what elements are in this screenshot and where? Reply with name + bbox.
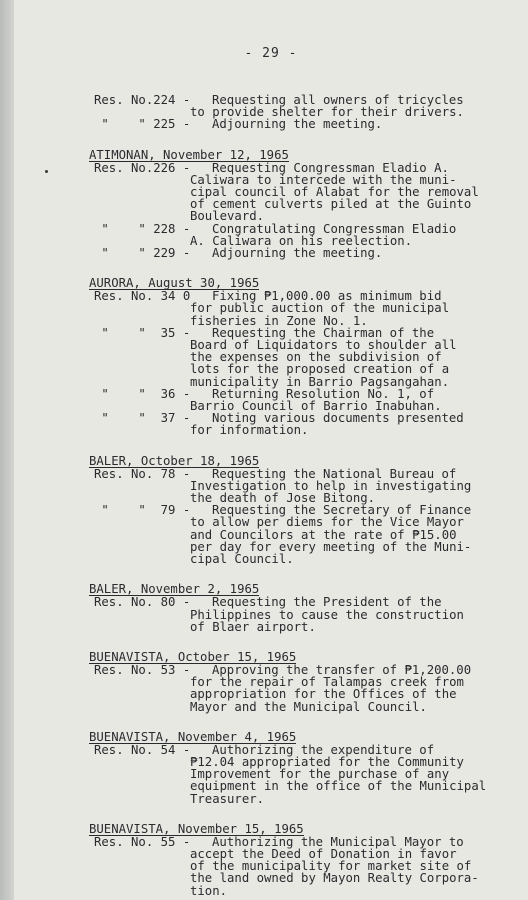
- resolution-number: Res. No.226 -: [94, 160, 191, 175]
- resolution-number: Res. No. 53 -: [94, 662, 191, 677]
- resolution-entry: [14, 836, 528, 897]
- resolution-entry: [14, 327, 528, 388]
- resolution-line: equipment in the office of the Municipal: [190, 779, 487, 794]
- resolution-entry: [14, 596, 528, 633]
- resolution-line: Caliwara to intercede with the muni-: [190, 172, 457, 187]
- resolution-line: appropriation for the Offices of the: [190, 687, 457, 702]
- resolution-line: A. Caliwara on his reelection.: [190, 233, 413, 248]
- resolution-line: Improvement for the purchase of any: [190, 767, 450, 782]
- section: [14, 633, 528, 713]
- resolution-line: Authorizing the Municipal Mayor to: [212, 834, 464, 849]
- resolution-text: [190, 412, 528, 436]
- resolution-line: Requesting the President of the: [212, 595, 442, 610]
- resolution-line: Approving the transfer of ₱1,200.00: [212, 662, 472, 677]
- section-heading: BUENAVISTA, October 15, 1965: [89, 649, 297, 664]
- resolution-line: the land owned by Mayon Realty Corpora-: [190, 871, 479, 886]
- resolution-line: Boulevard.: [190, 209, 265, 224]
- resolution-line: Mayor and the Municipal Council.: [190, 699, 427, 714]
- resolution-line: Requesting Congressman Eladio A.: [212, 160, 449, 175]
- resolution-line: for information.: [190, 423, 309, 438]
- resolution-text: [190, 94, 528, 118]
- resolution-line: of Blaer airport.: [190, 619, 316, 634]
- resolution-line: lots for the proposed creation of a: [190, 362, 450, 377]
- resolution-line: Treasurer.: [190, 791, 265, 806]
- resolution-text: [190, 468, 528, 505]
- page-number: - 29 -: [244, 46, 298, 61]
- document-page: [14, 0, 528, 900]
- section-heading: AURORA, August 30, 1965: [89, 276, 260, 291]
- resolution-line: Barrio Council of Barrio Inabuhan.: [190, 399, 442, 414]
- resolution-line: Requesting all owners of tricycles: [212, 93, 464, 107]
- section: [14, 805, 528, 897]
- resolution-line: and Councilors at the rate of ₱15.00: [190, 527, 457, 542]
- section: [14, 437, 528, 566]
- resolution-number: Res. No. 78 -: [94, 466, 191, 481]
- resolution-line: the death of Jose Bitong.: [190, 491, 376, 506]
- resolution-text: [190, 290, 528, 327]
- resolution-number: " " 79 -: [94, 503, 191, 518]
- resolution-entry: [14, 664, 528, 713]
- resolutions-list: [14, 94, 528, 897]
- resolution-line: Philippines to cause the construction: [190, 607, 464, 622]
- resolution-text: [190, 327, 528, 388]
- speck: [45, 170, 48, 173]
- resolution-text: [190, 664, 528, 713]
- page-edge: [0, 0, 14, 900]
- section: [14, 94, 528, 131]
- resolution-text: [190, 504, 528, 565]
- resolution-entry: [14, 388, 528, 412]
- resolution-number: " " 229 -: [94, 246, 191, 261]
- resolution-line: Adjourning the meeting.: [212, 246, 383, 261]
- section-heading: BALER, November 2, 1965: [89, 582, 260, 597]
- resolution-line: Requesting the National Bureau of: [212, 466, 457, 481]
- section: [14, 259, 528, 436]
- resolution-entry: [14, 162, 528, 223]
- section-heading: ATIMONAN, November 12, 1965: [89, 147, 289, 162]
- resolution-text: [190, 836, 528, 897]
- resolution-line: the expenses on the subdivision of: [190, 350, 442, 365]
- resolution-line: tion.: [190, 883, 228, 898]
- resolution-line: of cement culverts piled at the Guinto: [190, 197, 472, 212]
- resolution-text: [190, 223, 528, 247]
- resolution-line: Requesting the Chairman of the: [212, 325, 435, 340]
- resolution-line: Board of Liquidators to shoulder all: [190, 338, 457, 353]
- resolution-entry: [14, 223, 528, 247]
- section-heading: BUENAVISTA, November 15, 1965: [89, 821, 304, 836]
- resolution-number: Res. No. 80 -: [94, 595, 191, 610]
- resolution-line: to provide shelter for their drivers.: [190, 105, 464, 120]
- resolution-entry: [14, 504, 528, 565]
- resolution-line: cipal Council.: [190, 552, 294, 567]
- resolution-line: accept the Deed of Donation in favor: [190, 846, 457, 861]
- resolution-line: to allow per diems for the Vice Mayor: [190, 515, 464, 530]
- resolution-line: Fixing ₱1,000.00 as minimum bid: [212, 289, 442, 304]
- section: [14, 131, 528, 260]
- resolution-line: municipality in Barrio Pagsangahan.: [190, 374, 450, 389]
- resolution-entry: [14, 744, 528, 805]
- resolution-entry: [14, 94, 528, 118]
- resolution-line: Investigation to help in investigating: [190, 478, 472, 493]
- resolution-line: per day for every meeting of the Muni-: [190, 539, 472, 554]
- resolution-number: " " 36 -: [94, 386, 191, 401]
- resolution-number: Res. No.224 -: [94, 93, 191, 107]
- resolution-line: Requesting the Secretary of Finance: [212, 503, 472, 518]
- resolution-line: Authorizing the expenditure of: [212, 742, 435, 757]
- resolution-number: " " 37 -: [94, 411, 191, 426]
- section: [14, 565, 528, 633]
- section: [14, 713, 528, 805]
- resolution-line: for public auction of the municipal: [190, 301, 450, 316]
- resolution-number: Res. No. 54 -: [94, 742, 191, 757]
- section-heading: BUENAVISTA, November 4, 1965: [89, 729, 297, 744]
- resolution-line: Returning Resolution No. 1, of: [212, 386, 435, 401]
- resolution-entry: [14, 290, 528, 327]
- resolution-number: " " 35 -: [94, 325, 191, 340]
- resolution-text: [190, 162, 528, 223]
- resolution-line: of the municipality for market site of: [190, 859, 472, 874]
- resolution-number: " " 225 -: [94, 117, 191, 132]
- resolution-line: Adjourning the meeting.: [212, 117, 383, 132]
- resolution-line: cipal council of Alabat for the removal: [190, 185, 479, 200]
- resolution-entry: [14, 247, 528, 259]
- section-heading: BALER, October 18, 1965: [89, 453, 260, 468]
- resolution-entry: [14, 118, 528, 130]
- resolution-text: [190, 118, 528, 130]
- resolution-text: [190, 744, 528, 805]
- resolution-number: Res. No. 34 0: [94, 289, 191, 304]
- resolution-line: ₱12.04 appropriated for the Community: [190, 754, 464, 769]
- resolution-text: [190, 247, 528, 259]
- resolution-text: [190, 596, 528, 633]
- resolution-line: for the repair of Talampas creek from: [190, 675, 464, 690]
- resolution-line: Congratulating Congressman Eladio: [212, 221, 457, 236]
- resolution-line: Noting various documents presented: [212, 411, 464, 426]
- resolution-number: " " 228 -: [94, 221, 191, 236]
- resolution-entry: [14, 468, 528, 505]
- resolution-text: [190, 388, 528, 412]
- resolution-line: fisheries in Zone No. 1.: [190, 313, 368, 328]
- resolution-number: Res. No. 55 -: [94, 834, 191, 849]
- resolution-entry: [14, 412, 528, 436]
